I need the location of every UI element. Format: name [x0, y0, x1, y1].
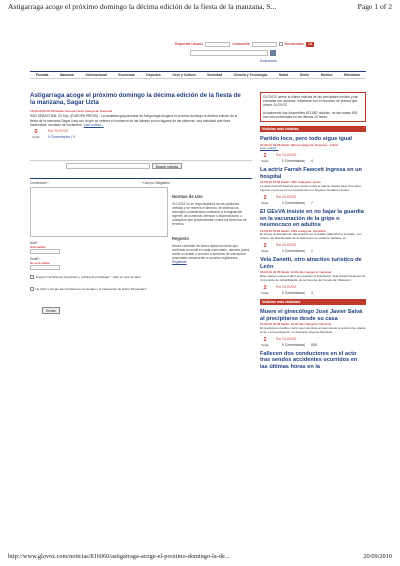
advanced-search-link[interactable]: Avanzado [260, 59, 277, 63]
vote-count: 2 Votar [261, 284, 269, 295]
comments-link[interactable]: 0 Comentarios| 7 [282, 200, 313, 205]
user-input[interactable] [205, 42, 230, 47]
article-vote [30, 129, 252, 139]
vote-button[interactable]: Votar [261, 342, 269, 347]
news-title[interactable]: Vela Zanetti, otro atractivo turístico de León [260, 257, 362, 270]
main-nav [30, 71, 366, 79]
user-label: Registrate Usuario [175, 42, 204, 46]
nav-item[interactable]: Salud [278, 73, 289, 77]
sidebar-news-item [260, 136, 366, 163]
register-link[interactable]: Registrate [172, 259, 187, 264]
vote-button[interactable]: Votar [261, 249, 269, 254]
comments-link[interactable]: 0 Comentarios| 3 [282, 290, 313, 295]
promo-stats: Actualmente hay disponibles 613.882 noticias, de las cuales 803 han sido publicadas en las últimas 24 horas. [263, 110, 358, 119]
vote-button[interactable]: Votar [261, 200, 269, 205]
nav-item[interactable]: Ocio y Cultura [172, 73, 196, 77]
nick-input[interactable] [30, 249, 60, 254]
news-vote [260, 337, 366, 347]
news-title[interactable]: La actriz Farrah Fawcett ingresa en un hospital [260, 167, 362, 180]
accept-checkbox[interactable] [30, 275, 34, 279]
news-vote [260, 195, 366, 205]
most-voted-header: Noticias más votadas [260, 126, 366, 132]
news-title[interactable]: El GEsVA insiste en no bajar la guardia en la vacunación de la gripe o neumococo en adultos [260, 208, 364, 229]
sidebar-news-item [260, 351, 366, 371]
news-byline: Por GLOVOZ 0 Comentarios| 4 [276, 153, 313, 164]
submit-button[interactable]: Enviar [42, 307, 60, 314]
nav-item[interactable]: Gente [299, 73, 310, 77]
news-vote [260, 243, 366, 253]
comments-link[interactable]: 0 Comentarios| 1 [282, 249, 313, 254]
rules-title: Normas de Uso [172, 194, 203, 199]
news-body: El prestigioso médico murió ayer domingo al caer desde el quinto piso donde vivía. La investigación no descarta ninguna hipótesis. [260, 325, 366, 334]
required-note: *Campo Obligatorio [142, 181, 170, 185]
comments-link[interactable]: 0 Comentarios| 4 [282, 159, 313, 164]
sidebar-news-item [260, 309, 366, 347]
top-search [190, 50, 310, 64]
news-title[interactable]: Muere el ginecólogo José Javier Salvá al precipitarse desde su casa [260, 308, 363, 322]
email-note: No será visible [30, 261, 50, 265]
print-title: Astigarraga acoge el próximo domingo la décima edición de la fiesta de la manzana, S... [8, 2, 277, 11]
promo-box [260, 92, 366, 122]
news-body: Este martes vuelve a abrir sus puertas la Fundación Vela Zanetti después de un periodo de rehabilitación de la Casona del Conde de Villapérez. [260, 274, 366, 283]
news-byline: Por GLOVOZ 0 Comentarios| 3 [276, 284, 313, 295]
comments-link[interactable]: 9 Comentarios| 808 [282, 342, 317, 347]
password-label: Contraseña [232, 42, 250, 46]
article-byline [48, 129, 75, 139]
news-search-button[interactable]: Buscar noticias [152, 163, 182, 169]
byline-author: Por GLOVOZ [48, 128, 69, 133]
news-vote [260, 153, 366, 163]
print-date: 20/09/2010 [363, 553, 392, 560]
news-byline: Por GLOVOZ 0 Comentarios| 1 [276, 243, 313, 254]
vote-count-value: 0 [34, 128, 38, 135]
remember-checkbox[interactable] [279, 42, 283, 46]
print-footer [8, 553, 392, 563]
sidebar-news-item [260, 257, 366, 295]
most-visited-header: Noticias más visitadas [260, 299, 366, 305]
conditions-label: He leído y Acepto las Condiciones Generales y el tratamiento de Datos Personales* [35, 287, 147, 291]
news-byline: Por GLOVOZ 9 Comentarios| 808 [276, 336, 317, 347]
news-meta: 18-09-10 04:06 Medio: El Mundo Categoría: Nacional [260, 270, 332, 275]
news-title[interactable]: Fallecen dos conductores en el acto tras sendos accidentes ocurridos en las últimas horas en la [260, 350, 358, 370]
conditions-row [30, 287, 150, 291]
sidebar [260, 92, 366, 370]
read-more-link[interactable]: Leer noticia... [83, 122, 104, 127]
email-label: Email*: [30, 257, 41, 261]
rules-text: GLOVOZ no se responsabiliza de las opiniones vertidas y se reserva el derecho de eliminar los mensajes considerados contrarios a la legislación vigente, de contenido ofensivo o discriminatorio o cualquiera que pueda atentar contra los derechos de terceros. [172, 202, 247, 227]
comment-form [30, 178, 252, 368]
nav-item[interactable]: Miembros [344, 73, 361, 77]
vote-count: 2 Votar [261, 336, 269, 347]
nav-item[interactable]: Internacional [85, 73, 107, 77]
nav-item[interactable]: Ciencia y Tecnología [233, 73, 268, 77]
article-text: SAN SEBASTIÁN, 20 Sep. (EUROPA PRESS) - La localidad guipuzcoana de Astigarraga acogerá el próximo domingo la décima edición de la fiesta de la manzana Sagar Uzta con la que se celebra el comienzo de las labores en los lagares de las sidrerías, una actividad que lleva haciéndose 'mediado de noviembre. [30, 114, 238, 127]
read-more-link[interactable]: Leer noticia... [260, 146, 279, 151]
vote-count [30, 129, 42, 139]
nav-item[interactable]: Economía [118, 73, 135, 77]
nick-error: Nick Fallido [30, 245, 46, 249]
nav-item[interactable]: Sociedad [207, 73, 223, 77]
article-meta: 18-09-2010 06:09 Medio: Europa press Categoría: Nacional [30, 109, 113, 114]
news-search-input[interactable] [66, 163, 150, 169]
web-page [30, 38, 366, 546]
vote-button[interactable]: Votar [261, 159, 269, 164]
news-meta: 19-09-10 04:06 Medio: ABC Categoría: Gente [260, 180, 321, 185]
comments-link[interactable]: 0 Comentarios | 0 [48, 134, 75, 139]
usage-rules [172, 185, 250, 264]
promo-text: GLOVOZ ofrece la última noticias de las principales medios y las enviadas por usuarios. Infórmese con el resumen de prensa que ofrece GLOVOZ. [263, 95, 358, 108]
sidebar-news-item [260, 209, 366, 253]
nick-label: Nick*: [30, 241, 39, 245]
article-title[interactable]: Astigarraga acoge el próximo domingo la décima edición de la fiesta de la manzana, Sagar Uzta [30, 92, 241, 107]
accept-row [30, 275, 170, 279]
nav-item[interactable]: Nacional [59, 73, 75, 77]
comment-label: Comentario*: [30, 181, 49, 185]
login-button[interactable]: Ok [308, 41, 313, 46]
main-column [30, 92, 252, 139]
news-meta: 20-09-10 04:06 Medio: Marca Categoría: Deportes - Fútbol [260, 142, 339, 147]
conditions-checkbox[interactable] [30, 287, 34, 291]
vote-button[interactable]: Votar [261, 290, 269, 295]
news-body [260, 147, 366, 151]
sidebar-news-item [260, 167, 366, 205]
accept-label: Aceptar Condiciones Generales y política de privacidad *. Abrir en otra ventana [35, 275, 141, 279]
print-url: http://www.glovoz.com/noticias/816060/astigarraga-acoge-el-proximo-domingo-la-de... [8, 553, 230, 560]
news-body: La actriz Farrah Fawcett que lucha contra el cáncer desde hace tres años, ingresó el jueves en un hospital de Los Ángeles. Estados Unidos. [260, 184, 362, 193]
register-text: Desea comentar de forma rápida sin tener que confirmar su email en cada comentario, además podrá incluir su avatar y acceder a servicios de suscripción reservados únicamente a usuarios registrados... Registrate [172, 243, 250, 264]
top-search-input[interactable] [190, 50, 268, 56]
vote-button[interactable]: Votar [32, 134, 40, 139]
top-search-button[interactable] [270, 50, 276, 56]
login-bar [175, 40, 365, 48]
register-title: Registro [172, 235, 189, 241]
vote-count: 2 Votar [261, 243, 269, 254]
nav-item[interactable]: Deportes [146, 73, 161, 77]
vote-count: 2 Votar [261, 194, 269, 205]
email-input[interactable] [30, 265, 60, 270]
print-page-number: Page 1 of 2 [357, 2, 392, 11]
password-input[interactable] [252, 42, 277, 47]
article-body [30, 114, 244, 126]
remember-label: Recuérdame [284, 42, 305, 46]
comment-textarea[interactable] [30, 187, 168, 237]
news-meta: 19-09-10 04:06 Medio: ADN Categoría: Sociedad [260, 228, 326, 233]
news-byline: Por GLOVOZ 0 Comentarios| 7 [276, 194, 313, 205]
news-body: El Grupo de Estudio de Vacunación en el Adulto (GEsVA) ha insistido, con motivo del Día Mundial de la Salud que se celebra mañana, en [260, 232, 362, 241]
news-search [30, 160, 252, 170]
news-title[interactable]: Partido loco, pero todo sigue igual [260, 136, 352, 143]
news-meta: 15-09-10 06:06 Medio: El Mundo Categoría: Nacional [260, 322, 332, 327]
print-header [8, 2, 392, 14]
nav-item[interactable]: Medios [320, 73, 333, 77]
news-vote [260, 285, 366, 295]
nav-item[interactable]: Portada [35, 73, 49, 77]
vote-count: 2 Votar [261, 153, 269, 164]
